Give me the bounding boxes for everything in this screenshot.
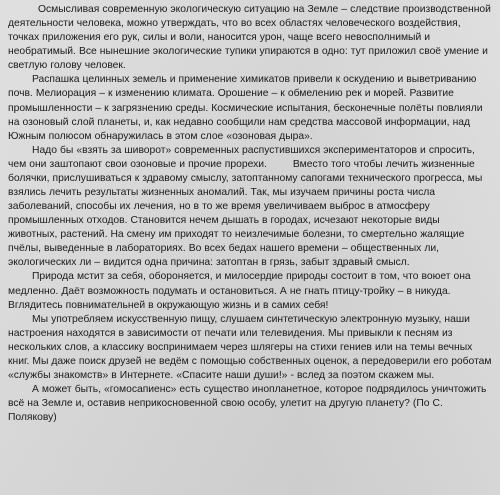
paragraph-2: Распашка целинных земель и применение химикатов привели к оскудению и выветриванию почв. Мелиорация – к изменению климата. Орошение – к обмелению рек и морей. Развитие промышленности – к загрязнению среды. Космические испытания, бесконечные полёты повлияли на озоновый слой планеты, и, как недавно сообщили нам средства массовой информации, над Южным полюсом обнаружилась в этом слое «озоновая дыра». — [8, 74, 483, 142]
paragraph-4: Природа мстит за себя, обороняется, и милосердие природы состоит в том, что воюет она медленно. Даёт возможность подумать и остановиться. А не гнать птицу-тройку – в никуда. Вглядитесь повнимательней в окружающую жизнь и в самих себя! — [8, 271, 471, 311]
paragraph-3-part-1: Надо бы «взять за шиворот» современных распустившихся экспериментаторов и спросить, чем они заштопают свои озоновые и прочие прорехи. — [8, 144, 475, 170]
paragraph-1: Осмысливая современную экологическую ситуацию на Земле – следствие производственной деятельности человека, можно утверждать, что во всех областях человеческого воздействия, точках приложения его рук, силы и воли, наносится урон, чаще всего невосполнимый и необратимый. Все нынешние экологические тупики упираются в одно: тут приложил своё умение и светлую голову человек. — [8, 4, 491, 72]
paragraph-3-part-2: Вместо того чтобы лечить жизненные болячки, прислушиваться к здравому смыслу, затоптанному сапогами технического прогресса, мы взялись лечить результаты жизненных аномалий. Так, мы изучаем причины роста числа заболеваний, способы их лечения, но в то же время увеличиваем выброс в атмосферу промышленных отходов. Становится нечем дышать в городах, исчезают некоторые виды животных, растений. На смену им приходят то неизлечимые болезни, то смертельно жалящие пчёлы, выведенные в лабораториях. Во всех бедах нашего времени – общественных ли, экологических ли – видится одна причина: затоптан в грязь, забыт здравый смысл. — [8, 158, 483, 269]
paragraph-5: Мы употребляем искусственную пищу, слушаем синтетическую электронную музыку, наши настроения находятся в зависимости от печати или телевидения. Мы привыкли к песням из нескольких слов, а классику воспринимаем через шлягеры на стихи гениев или на темы вечных книг. Мы даже поиск друзей не ведём с помощью собственных оценок, а передоверили его роботам «службы знакомств» в Интернете. «Спасите наши души!» - вслед за поэтом скажем мы. — [8, 313, 492, 382]
paragraph-3 — [8, 144, 492, 271]
paragraph-6: А может быть, «гомосапиенс» есть существо инопланетное, которое подрядилось уничтожить всё на Земле и, оставив неприкосновенной свою особу, улетит на другую планету? (По С. Полякову) — [8, 384, 487, 424]
